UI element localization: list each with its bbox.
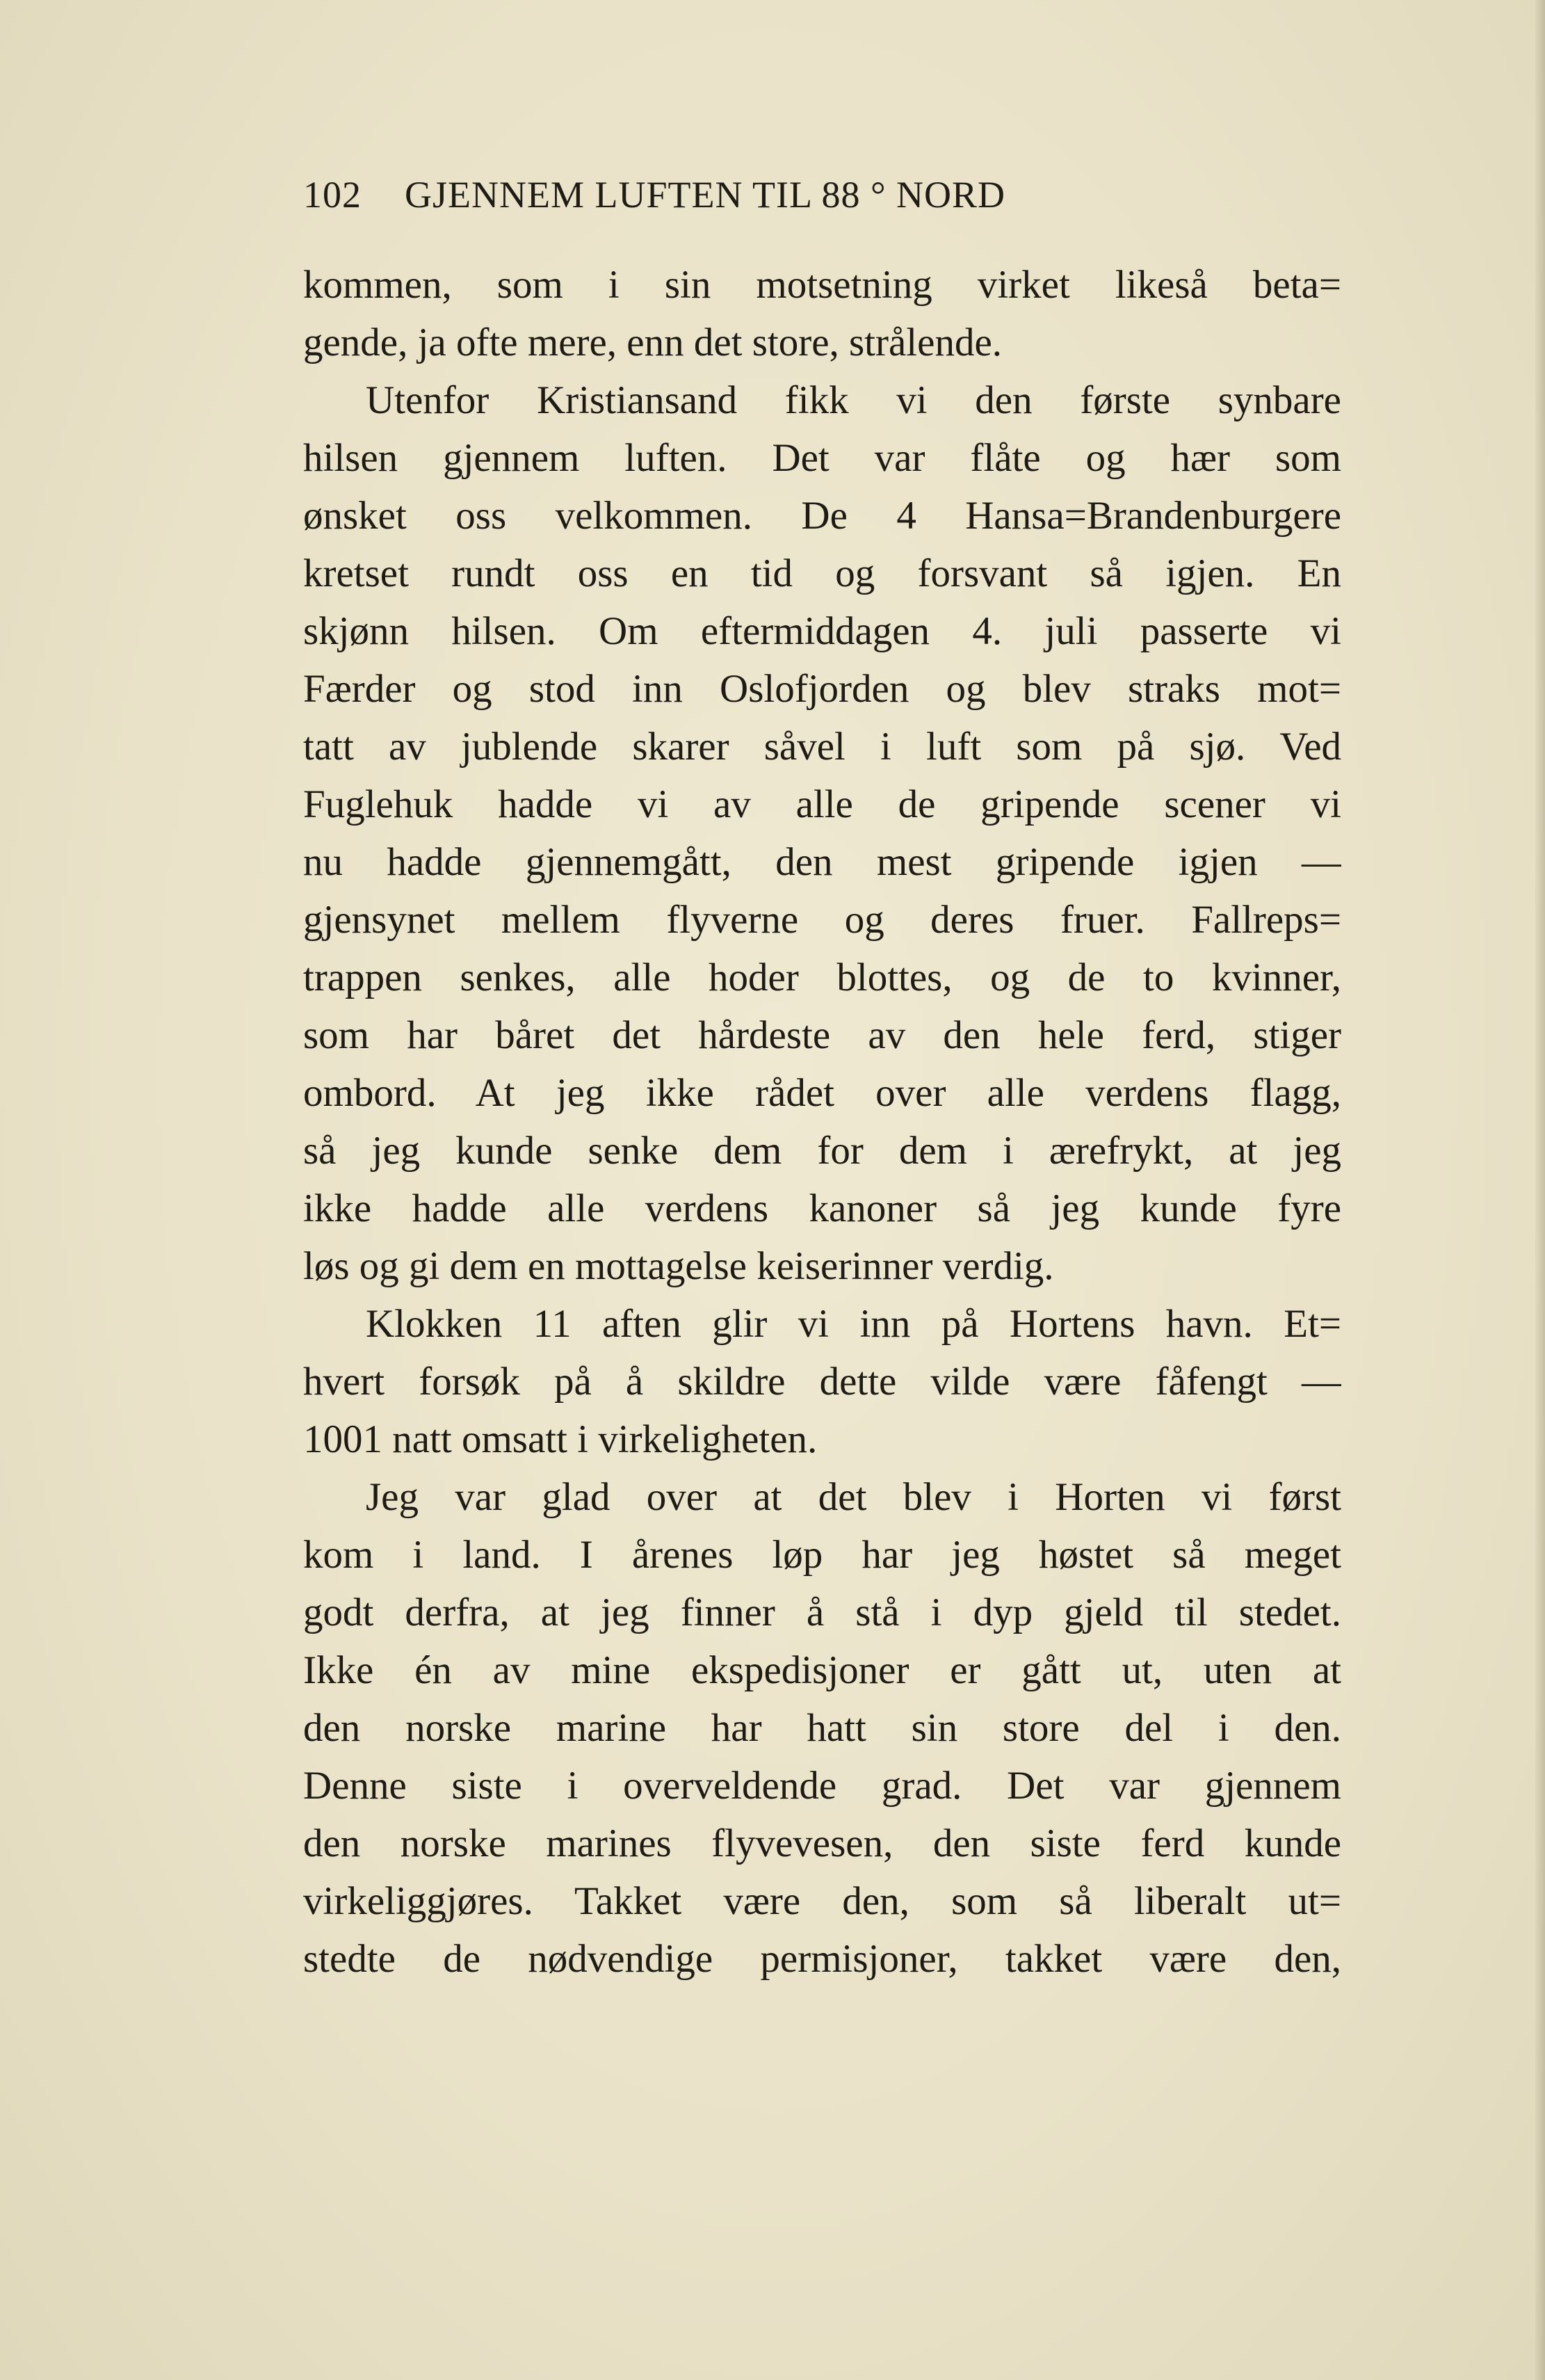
text-line: 1001 natt omsatt i virkeligheten.: [303, 1417, 818, 1461]
text-line: gjensynet mellem flyverne og deres fruer. Fallreps=: [303, 898, 1341, 942]
running-header: [303, 170, 1346, 219]
text-line: Ikke én av mine ekspedisjoner er gått ut, uten at: [303, 1648, 1341, 1692]
text-line: tatt av jublende skarer såvel i luft som på sjø. Ved: [303, 725, 1341, 769]
body-text: [303, 256, 1341, 1988]
text-line: den norske marines flyvevesen, den siste ferd kunde: [303, 1822, 1341, 1865]
text-line: ombord. At jeg ikke rådet over alle verdens flagg,: [303, 1071, 1341, 1115]
text-line: Færder og stod inn Oslofjorden og blev straks mot=: [303, 667, 1341, 711]
text-line: den norske marine har hatt sin store del i den.: [303, 1706, 1341, 1750]
text-line: Fuglehuk hadde vi av alle de gripende scener vi: [303, 782, 1341, 826]
text-line: stedte de nødvendige permisjoner, takket være den,: [303, 1937, 1341, 1981]
text-line: kom i land. I årenes løp har jeg høstet så meget: [303, 1533, 1341, 1577]
text-line: kommen, som i sin motsetning virket likeså beta=: [303, 263, 1341, 307]
text-line: ønsket oss velkommen. De 4 Hansa=Brandenburgere: [303, 494, 1341, 538]
text-line: som har båret det hårdeste av den hele ferd, stiger: [303, 1013, 1341, 1057]
page-number: 102: [303, 174, 362, 216]
text-line: godt derfra, at jeg finner å stå i dyp gjeld til stedet.: [303, 1591, 1341, 1634]
text-line: Denne siste i overveldende grad. Det var gjennem: [303, 1764, 1341, 1808]
text-line: trappen senkes, alle hoder blottes, og de to kvinner,: [303, 956, 1341, 999]
text-line: gende, ja ofte mere, enn det store, strålende.: [303, 321, 1002, 364]
text-line: nu hadde gjennemgått, den mest gripende igjen —: [303, 840, 1341, 884]
text-line: virkeliggjøres. Takket være den, som så liberalt ut=: [303, 1879, 1341, 1923]
page-edge-shadow: [1535, 0, 1545, 2380]
text-line: løs og gi dem en mottagelse keiserinner verdig.: [303, 1244, 1054, 1288]
text-line: så jeg kunde senke dem for dem i ærefrykt, at jeg: [303, 1129, 1341, 1173]
text-line: Klokken 11 aften glir vi inn på Hortens havn. Et=: [366, 1302, 1341, 1346]
text-line: hvert forsøk på å skildre dette vilde være fåfengt —: [303, 1360, 1341, 1404]
text-line: ikke hadde alle verdens kanoner så jeg kunde fyre: [303, 1187, 1341, 1230]
text-line: hilsen gjennem luften. Det var flåte og hær som: [303, 436, 1341, 480]
text-line: Utenfor Kristiansand fikk vi den første synbare: [366, 378, 1341, 422]
running-title: GJENNEM LUFTEN TIL 88 ° NORD: [405, 174, 1006, 216]
text-line: skjønn hilsen. Om eftermiddagen 4. juli passerte vi: [303, 609, 1341, 653]
text-line: Jeg var glad over at det blev i Horten vi først: [366, 1475, 1341, 1519]
text-line: kretset rundt oss en tid og forsvant så igjen. En: [303, 552, 1341, 595]
